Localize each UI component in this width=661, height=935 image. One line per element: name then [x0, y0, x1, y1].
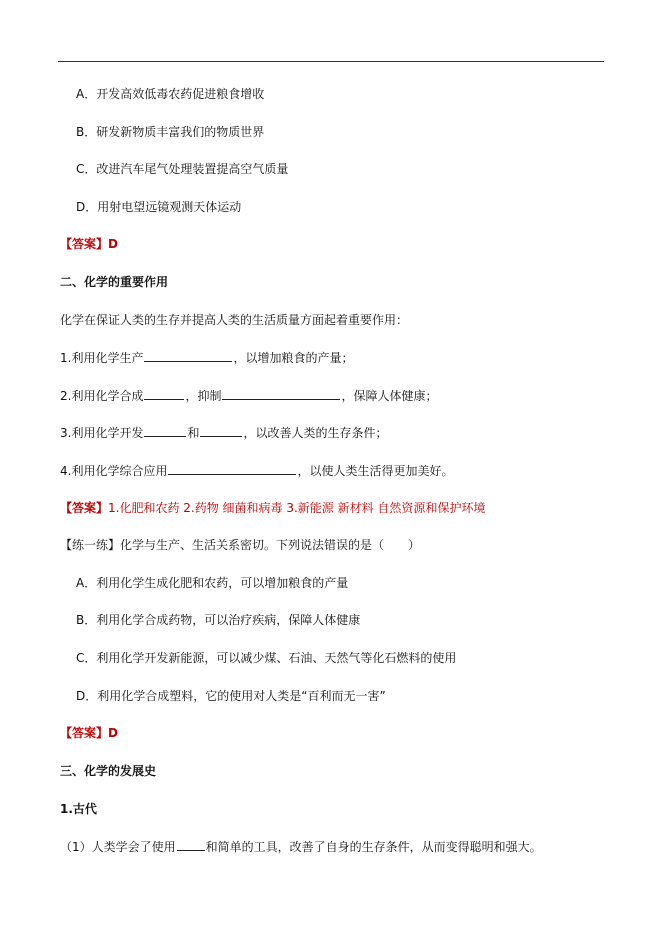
fill-item-4 — [60, 462, 453, 479]
practice-option-d: D．利用化学合成塑料，它的使用对人类是“百利而无一害” — [76, 689, 386, 703]
practice-question-text: 化学与生产、生活关系密切。下列说法错误的是（ ） — [120, 538, 421, 552]
q1-option-b: B．研发新物质丰富我们的物质世界 — [76, 125, 265, 139]
answer-blank[interactable] — [144, 387, 184, 400]
fill-item-text: ，抑制 — [185, 389, 222, 403]
answer-value: D — [108, 726, 118, 740]
practice-option-c: C．利用化学开发新能源，可以减少煤、石油、天然气等化石燃料的使用 — [76, 651, 457, 665]
section3-heading: 三、化学的发展史 — [60, 764, 157, 778]
answer-value: 1.化肥和农药 2.药物 细菌和病毒 3.新能源 新材料 自然资源和保护环境 — [108, 501, 486, 515]
practice-answer — [60, 725, 118, 741]
fill-item-text: ，以改善人类的生存条件； — [243, 426, 388, 440]
fill-item-text: 1.利用化学生产 — [60, 351, 144, 365]
practice-label: 【练一练】 — [60, 538, 121, 552]
item-text: （1）人类学会了使用 — [60, 840, 176, 854]
practice-option-b: B．利用化学合成药物，可以治疗疾病，保障人体健康 — [76, 613, 361, 627]
section3-subheading: 1.古代 — [60, 802, 97, 816]
q1-option-c: C．改进汽车尾气处理装置提高空气质量 — [76, 162, 289, 176]
answer-blank[interactable] — [144, 349, 232, 362]
section2-heading: 二、化学的重要作用 — [60, 275, 169, 289]
answer-blank[interactable] — [222, 387, 340, 400]
fill-item-text: ，以使人类生活得更加美好。 — [297, 464, 454, 478]
q1-option-d: D．用射电望远镜观测天体运动 — [76, 200, 242, 214]
fill-item-text: ，以增加粮食的产量； — [233, 351, 354, 365]
fill-item-2 — [60, 387, 437, 404]
fill-item-text: 2.利用化学合成 — [60, 389, 144, 403]
fill-item-1 — [60, 349, 353, 366]
fill-item-text: 3.利用化学开发 — [60, 426, 144, 440]
fill-item-3 — [60, 424, 387, 441]
answer-blank[interactable] — [177, 838, 205, 851]
answer-blank[interactable] — [168, 462, 296, 475]
q1-option-a: A．开发高效低毒农药促进粮食增收 — [76, 87, 265, 101]
item-text: 和简单的工具，改善了自身的生存条件，从而变得聪明和强大。 — [205, 840, 542, 854]
answer-label: 【答案】 — [60, 237, 109, 251]
answer-label: 【答案】 — [60, 501, 109, 515]
answer-blank[interactable] — [144, 424, 186, 437]
answer-label: 【答案】 — [60, 726, 109, 740]
answer-value: D — [108, 237, 118, 251]
practice-option-a: A．利用化学生成化肥和农药，可以增加粮食的产量 — [76, 576, 349, 590]
q1-answer — [60, 236, 118, 252]
section3-item-1 — [60, 838, 542, 855]
practice-question — [60, 537, 420, 553]
section2-intro: 化学在保证人类的生存并提高人类的生活质量方面起着重要作用： — [60, 313, 409, 327]
answer-blank[interactable] — [200, 424, 242, 437]
fill-item-text: 和 — [187, 426, 200, 440]
header-rule — [58, 61, 604, 62]
fill-item-text: ，保障人体健康； — [341, 389, 438, 403]
fill-item-text: 4.利用化学综合应用 — [60, 464, 168, 478]
section2-answer — [60, 500, 485, 516]
